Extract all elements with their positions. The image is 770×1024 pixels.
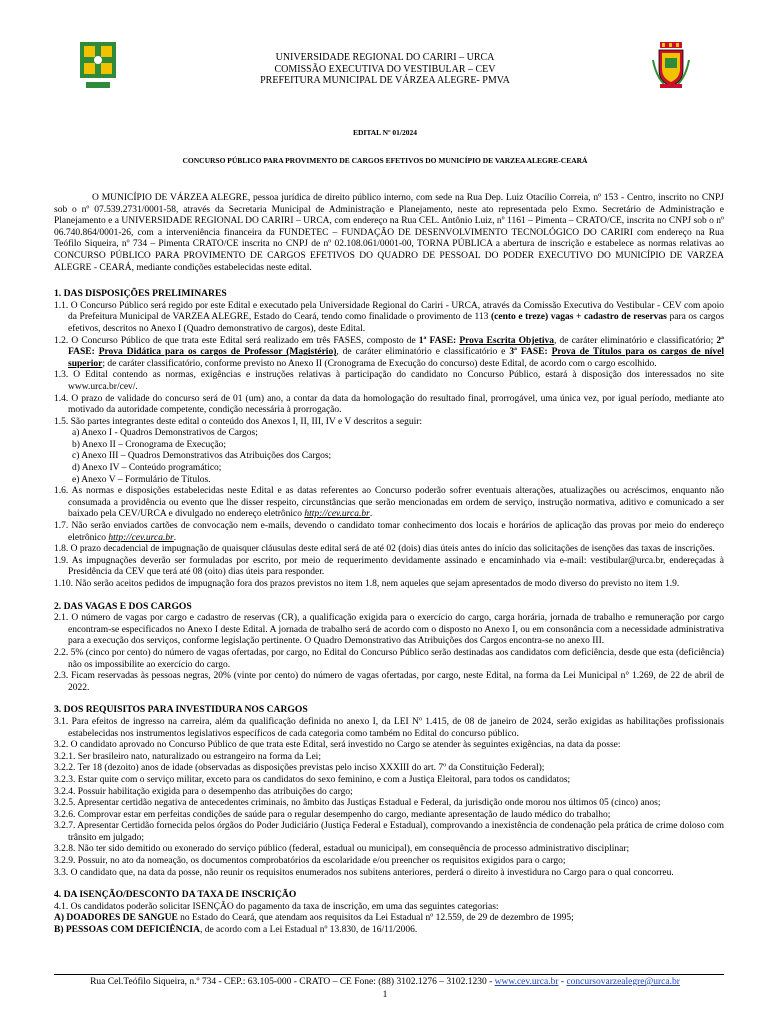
item-4-1: 4.1. Os candidatos poderão solicitar ISENÇÃO do pagamento da taxa de inscrição, em uma das seguintes categorias:: [54, 901, 499, 912]
document-body: [54, 193, 724, 937]
edital-number: EDITAL Nº 01/2024: [352, 128, 417, 137]
item-3-2-5: 3.2.5. Apresentar certidão negativa de antecedentes criminais, no âmbito das Justiças Estadual e Federal, da jurisdição onde morou nos últimos 05 (cinco) anos;: [54, 798, 661, 809]
item-3-2-4: 3.2.4. Possuir habilitação exigida para o desempenho das atribuições do cargo;: [54, 786, 353, 797]
item-1-5: 1.5. São partes integrantes deste edital o conteúdo dos Anexos I, II, III, IV e V descritos a seguir:: [54, 416, 423, 427]
item-1-9: 1.9. As impugnações deverão ser formuladas por escrito, por meio de requerimento devidamente assinado e encaminhado via e-mail: vestibular@urca.br, endereçadas à Presidência da CEV que terá até 08 (oito) dias úteis para responder.: [54, 555, 724, 578]
item-2-3: 2.3. Ficam reservadas às pessoas negras, 20% (vinte por cento) do número de vagas ofertadas, por cargo, neste Edital, na forma da Lei Municipal n° 1.269, de 22 de abril de 2022.: [54, 671, 724, 693]
item-1-1: 1.1. O Concurso Público será regido por este Edital e executado pela Universidade Regional do Cariri - URCA, através da Comissão Executiva do Vestibular - CEV com apoio da Prefeitura Municipal de VARZEA ALEGRE, Estado do Ceará, tendo como finalidade o provimento de 113 (cento e treze) vagas + cadastro de reservas para os cargos efetivos, descritos no Anexo I (Quadro demonstrativo de cargos), deste Edital.: [54, 300, 725, 334]
edital-subject: CONCURSO PÚBLICO PARA PROVIMENTO DE CARGOS EFETIVOS DO MUNICÍPIO DE VARZEA ALEGRE-CEARÁ: [182, 156, 588, 165]
varzea-alegre-coat-of-arms-icon: [652, 40, 690, 90]
footer-separator: -: [558, 977, 567, 987]
page-number: 1: [382, 990, 388, 1000]
intro-paragraph: O MUNICÍPIO DE VÁRZEA ALEGRE, pessoa jurídica de direito público interno, com sede na Rua Dep. Luiz Otacílio Correia, nº 153 - Centro, inscrito no CNPJ sob o nº 07.539.2731/0001-58, através da Secretaria Municipal de Administração e Planejamento, neste ato representada pelo Exmo. Secretário de Administração e Planejamento e a UNIVERSIDADE REGIONAL DO CARIRI – URCA, com endereço na Rua CEL. Antônio Luiz, nº 1161 – Pimenta – CRATO/CE, inscrita no CNPJ sob o nº 06.740.864/0001-26, com a interveniência financeira da FUNDETEC – FUNDAÇÃO DE DESENVOLVIMENTO TECNOLÓGICO DO CARIRI com endereço na Rua Teófilo Siqueira, nº 734 – Pimenta CRATO/CE inscrita no CNPJ de nº 02.108.061/0001-00, TORNA PÚBLICA a abertura de inscrição e estabelece as normas relativas ao CONCURSO PÚBLICO PARA PROVIMENTO DE CARGOS EFETIVOS DO QUADRO DE PESSOAL DO PODER EXECUTIVO DO MUNICÍPIO DE VARZEA ALEGRE - CEARÁ, mediante condições estabelecidas neste edital.: [54, 193, 724, 273]
item-1-3: 1.3. O Edital contendo as normas, exigências e instruções relativas à participação do candidato no Concurso Público, estará à disposição dos interessados no site www.urca.br/cev/.: [54, 370, 724, 392]
category-b: B) PESSOAS COM DEFICIÊNCIA, de acordo com a Lei Estadual nº 13.830, de 16/11/2006.: [54, 925, 418, 936]
item-3-2-9: 3.2.9. Possuir, no ato da nomeação, os documentos comprobatórios da escolaridade e/ou preencher os requisitos exigidos para o cargo;: [54, 856, 566, 867]
footer-website-link[interactable]: www.cev.urca.br: [494, 977, 559, 987]
item-1-2: 1.2. O Concurso Público de que trata este Edital será realizado em três FASES, composto de 1ª FASE: Prova Escrita Objetiva, de caráter eliminatório e classificatório; 2ª FASE: Prova Didática para os cargos de Professor (Magistério), de caráter eliminatório e classificatório e 3ª FASE: Prova de Títulos para os cargos de nível superior; de caráter classificatório, conforme previsto no Anexo II (Cronograma de Execução do concurso) deste Edital, de acordo com o cargo escolhido.: [54, 335, 725, 369]
cev-link[interactable]: http://cev.urca.br: [304, 509, 370, 520]
category-a: A) DOADORES DE SANGUE no Estado do Ceará, que atendam aos requisitos da Lei Estadual nº 12.559, de 29 de dezembro de 1995;: [54, 913, 574, 924]
item-1-4: 1.4. O prazo de validade do concurso será de 01 (um) ano, a contar da data da homologação do resultado final, prorrogável, uma única vez, por igual período, mediante ato motivado da autoridade competente, condição necessária à prorrogação.: [54, 393, 724, 416]
item-1-6: 1.6. As normas e disposições estabelecidas neste Edital e as datas referentes ao Concurso poderão sofrer eventuais alterações, atualizações ou acréscimos, enquanto não consumada a providência ou evento que lhe disser respeito, circunstâncias que serão mencionadas em ordem de serviço, instrução normativa, aditivo e comunicado a ser baixado pela CEV/URCA e divulgado no endereço eletrônico http://cev.urca.br.: [54, 486, 724, 520]
item-3-3: 3.3. O candidato que, na data da posse, não reunir os requisitos enumerados nos subitens anteriores, perderá o direito à investidura no Cargo para o qual concorreu.: [54, 867, 674, 878]
item-3-2-7: 3.2.7. Apresentar Certidão fornecida pelos órgãos do Poder Judiciário (Justiça Federal e Estadual), comprovando a inexistência de condenação pela prática de crime doloso com trânsito em julgado;: [54, 821, 724, 843]
urca-logo-icon: [78, 40, 118, 92]
item-2-2: 2.2. 5% (cinco por cento) do número de vagas ofertadas, por cargo, no Edital do Concurso Público serão destinadas aos candidatos com deficiência, desde que esta (deficiência) não os impossibilite ao exercício do cargo.: [54, 647, 724, 670]
item-3-2-1: 3.2.1. Ser brasileiro nato, naturalizado ou estrangeiro na forma da Lei;: [54, 751, 321, 762]
annex-a: a) Anexo I - Quadros Demonstrativos de Cargos;: [72, 428, 258, 439]
cev-link-2[interactable]: http://cev.urca.br: [108, 532, 174, 543]
header-line-1: UNIVERSIDADE REGIONAL DO CARIRI – URCA: [275, 52, 495, 63]
item-3-2: 3.2. O candidato aprovado no Concurso Público de que trata este Edital, será investido no Cargo se atender às seguintes exigências, na data da posse:: [54, 740, 621, 751]
footer: [0, 977, 770, 987]
item-3-1: 3.1. Para efeitos de ingresso na carreira, além da qualificação definida no anexo I, da LEI Nº 1.415, de 08 de janeiro de 2024, serão exigidas as habilitações profissionais estabelecidas nos instrumentos legislativos específicos de cada categoria como também no Edital do concurso público.: [54, 716, 724, 739]
section-3-title: 3. DOS REQUISITOS PARA INVESTIDURA NOS CARGOS: [54, 704, 308, 716]
item-1-8: 1.8. O prazo decadencial de impugnação de quaisquer cláusulas deste edital será de até 02 (dois) dias úteis antes do início das solicitações de isenções das taxas de inscrições.: [54, 544, 715, 555]
header-line-3: PREFEITURA MUNICIPAL DE VÁRZEA ALEGRE- PMVA: [260, 75, 510, 86]
item-3-2-8: 3.2.8. Não ter sido demitido ou exonerado do serviço público (federal, estadual ou municipal), em consequência de processo administrativo disciplinar;: [54, 844, 630, 855]
item-3-2-6: 3.2.6. Comprovar estar em perfeitas condições de saúde para o regular desempenho do cargo, mediante apresentação de laudo médico do trabalho;: [54, 809, 611, 820]
annex-e: e) Anexo V – Formulário de Títulos.: [72, 474, 211, 485]
footer-address: Rua Cel.Teófilo Siqueira, n.º 734 - CEP.: 63.105-000 - CRATO – CE Fone: (88) 3102.1276 – 3102.1230 -: [90, 977, 495, 987]
institution-header: [150, 52, 620, 87]
item-1-10: 1.10. Não serão aceitos pedidos de impugnação fora dos prazos previstos no item 1.8, nem aqueles que sejam apresentados de modo diverso do previsto no item 1.9.: [54, 579, 680, 589]
annex-c: c) Anexo III – Quadros Demonstrativos das Atribuições dos Cargos;: [72, 451, 332, 462]
section-1-title: 1. DAS DISPOSIÇÕES PRELIMINARES: [54, 288, 227, 300]
item-3-2-3: 3.2.3. Estar quite com o serviço militar, exceto para os candidatos do sexo feminino, e com a Justiça Eleitoral, para todos os candidatos;: [54, 774, 571, 785]
item-1-7: 1.7. Não serão enviados cartões de convocação nem e-mails, devendo o candidato tomar conhecimento dos locais e horários de aplicação das provas por meio do endereço eletrônico http://cev.urca.br.: [54, 521, 724, 543]
section-2-title: 2. DAS VAGAS E DOS CARGOS: [54, 600, 192, 612]
item-3-2-2: 3.2.2. Ter 18 (dezoito) anos de idade (observadas as disposições previstas pelo inciso XXXIII do art. 7º da Constituição Federal);: [54, 763, 545, 774]
section-4-title: 4. DA ISENÇÃO/DESCONTO DA TAXA DE INSCRIÇÃO: [54, 889, 297, 901]
footer-email-link[interactable]: concursovarzealegre@urca.br: [566, 977, 680, 987]
annex-d: d) Anexo IV – Conteúdo programático;: [72, 463, 222, 474]
item-2-1: 2.1. O número de vagas por cargo e cadastro de reservas (CR), a qualificação exigida para o exercício do cargo, carga horária, jornada de trabalho e remuneração por cargo encontram-se especificados no Anexo I deste Edital. A jornada de trabalho será de acordo com o disposto no Anexo I, ou em consonância com a necessidade administrativa para a execução dos serviços, conforme legislação pertinente. O Quadro Demonstrativo das Atribuições dos Cargos encontra-se no anexo III.: [54, 613, 724, 647]
footer-divider: [54, 974, 724, 975]
header-line-2: COMISSÃO EXECUTIVA DO VESTIBULAR – CEV: [274, 63, 496, 75]
annex-b: b) Anexo II – Cronograma de Execução;: [72, 439, 227, 450]
